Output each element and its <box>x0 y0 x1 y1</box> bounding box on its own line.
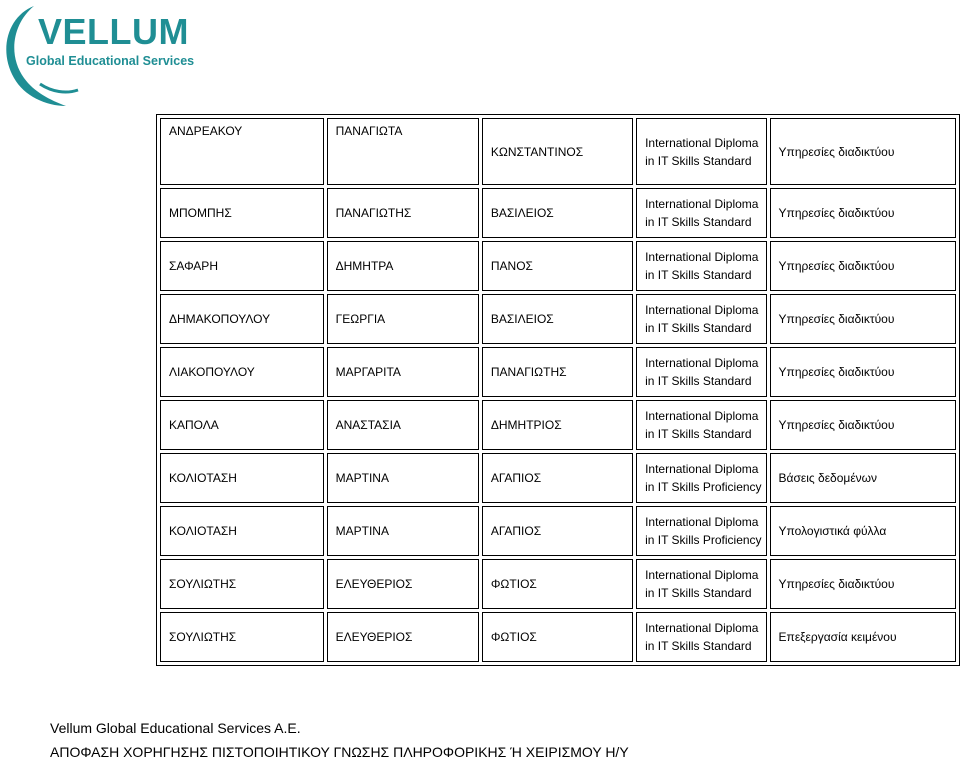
father-name-cell: ΒΑΣΙΛΕΙΟΣ <box>482 188 633 238</box>
module-cell: Υπηρεσίες διαδικτύου <box>770 118 956 185</box>
diploma-cell: International Diploma in IT Skills Standard <box>636 559 766 609</box>
diploma-cell: International Diploma in IT Skills Proficiency <box>636 453 766 503</box>
first-name-cell: ΑΝΑΣΤΑΣΙΑ <box>327 400 479 450</box>
surname-cell: ΣΟΥΛΙΩΤΗΣ <box>160 559 324 609</box>
module-cell: Επεξεργασία κειμένου <box>770 612 956 662</box>
father-name-cell: ΒΑΣΙΛΕΙΟΣ <box>482 294 633 344</box>
vellum-logo <box>0 0 220 112</box>
diploma-cell: International Diploma in IT Skills Standard <box>636 612 766 662</box>
diploma-cell: International Diploma in IT Skills Standard <box>636 118 766 185</box>
father-name-cell: ΠΑΝΑΓΙΩΤΗΣ <box>482 347 633 397</box>
diploma-cell: International Diploma in IT Skills Standard <box>636 400 766 450</box>
logo-subtitle: Global Educational Services <box>26 54 195 68</box>
first-name-cell: ΓΕΩΡΓΙΑ <box>327 294 479 344</box>
father-name-cell: ΠΑΝΟΣ <box>482 241 633 291</box>
first-name-cell: ΜΑΡΓΑΡΙΤΑ <box>327 347 479 397</box>
module-cell: Υπηρεσίες διαδικτύου <box>770 241 956 291</box>
first-name-cell: ΕΛΕΥΘΕΡΙΟΣ <box>327 612 479 662</box>
table-row <box>160 241 956 291</box>
module-cell: Υπολογιστικά φύλλα <box>770 506 956 556</box>
first-name-cell: ΜΑΡΤΙΝΑ <box>327 453 479 503</box>
table-row <box>160 347 956 397</box>
father-name-cell: ΑΓΑΠΙΟΣ <box>482 453 633 503</box>
surname-cell: ΚΑΠΟΛΑ <box>160 400 324 450</box>
surname-cell: ΣΑΦΑΡΗ <box>160 241 324 291</box>
first-name-cell: ΜΑΡΤΙΝΑ <box>327 506 479 556</box>
surname-cell: ΑΝΔΡΕΑΚΟΥ <box>160 118 324 185</box>
logo-name: VELLUM <box>38 11 189 52</box>
table-row <box>160 506 956 556</box>
table-row <box>160 453 956 503</box>
diploma-cell: International Diploma in IT Skills Standard <box>636 241 766 291</box>
surname-cell: ΣΟΥΛΙΩΤΗΣ <box>160 612 324 662</box>
certification-table <box>156 114 960 666</box>
first-name-cell: ΠΑΝΑΓΙΩΤΑ <box>327 118 479 185</box>
module-cell: Υπηρεσίες διαδικτύου <box>770 188 956 238</box>
father-name-cell: ΔΗΜΗΤΡΙΟΣ <box>482 400 633 450</box>
surname-cell: ΚΟΛΙΟΤΑΣΗ <box>160 506 324 556</box>
module-cell: Υπηρεσίες διαδικτύου <box>770 347 956 397</box>
first-name-cell: ΔΗΜΗΤΡΑ <box>327 241 479 291</box>
footer-company: Vellum Global Educational Services A.E. <box>50 720 301 736</box>
module-cell: Υπηρεσίες διαδικτύου <box>770 559 956 609</box>
first-name-cell: ΠΑΝΑΓΙΩΤΗΣ <box>327 188 479 238</box>
module-cell: Υπηρεσίες διαδικτύου <box>770 294 956 344</box>
diploma-cell: International Diploma in IT Skills Proficiency <box>636 506 766 556</box>
footer-decision-title: ΑΠΟΦΑΣΗ ΧΟΡΗΓΗΣΗΣ ΠΙΣΤΟΠΟΙΗΤΙΚΟΥ ΓΝΩΣΗΣ ΠΛΗΡΟΦΟΡΙΚΗΣ Ή ΧΕΙΡΙΣΜΟΥ Η/Υ <box>50 744 629 760</box>
diploma-cell: International Diploma in IT Skills Standard <box>636 347 766 397</box>
module-cell: Βάσεις δεδομένων <box>770 453 956 503</box>
table-row <box>160 294 956 344</box>
module-cell: Υπηρεσίες διαδικτύου <box>770 400 956 450</box>
table-row <box>160 400 956 450</box>
surname-cell: ΜΠΟΜΠΗΣ <box>160 188 324 238</box>
surname-cell: ΔΗΜΑΚΟΠΟΥΛΟΥ <box>160 294 324 344</box>
father-name-cell: ΑΓΑΠΙΟΣ <box>482 506 633 556</box>
surname-cell: ΛΙΑΚΟΠΟΥΛΟΥ <box>160 347 324 397</box>
father-name-cell: ΚΩΝΣΤΑΝΤΙΝΟΣ <box>482 118 633 185</box>
father-name-cell: ΦΩΤΙΟΣ <box>482 559 633 609</box>
table-row <box>160 612 956 662</box>
surname-cell: ΚΟΛΙΟΤΑΣΗ <box>160 453 324 503</box>
table-row <box>160 188 956 238</box>
first-name-cell: ΕΛΕΥΘΕΡΙΟΣ <box>327 559 479 609</box>
table-row <box>160 559 956 609</box>
table-row <box>160 118 956 185</box>
diploma-cell: International Diploma in IT Skills Standard <box>636 188 766 238</box>
father-name-cell: ΦΩΤΙΟΣ <box>482 612 633 662</box>
diploma-cell: International Diploma in IT Skills Standard <box>636 294 766 344</box>
